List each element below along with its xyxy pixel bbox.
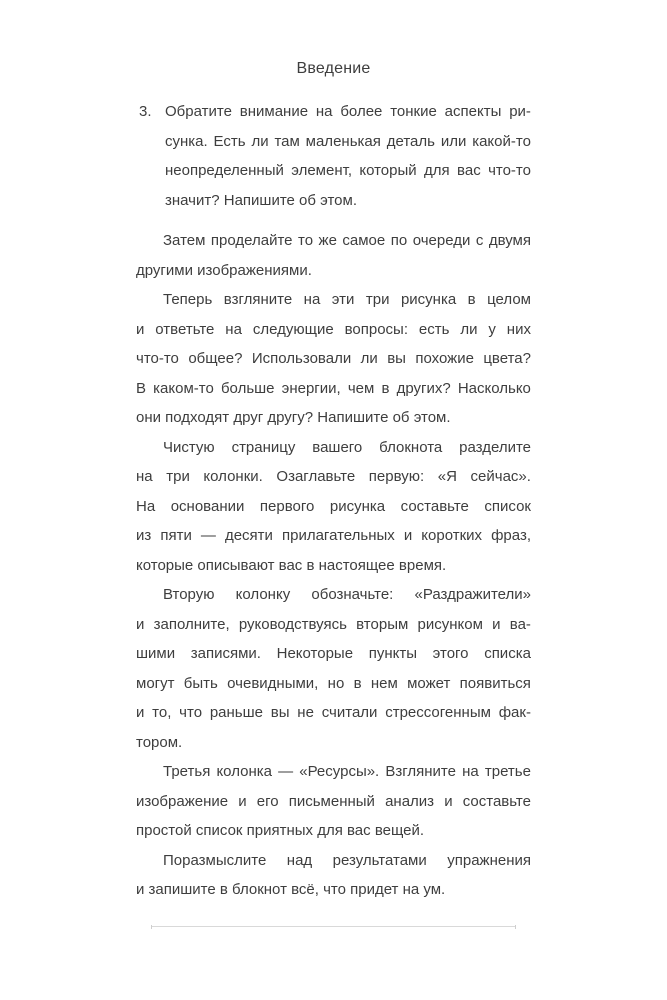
- paragraph: [136, 580, 531, 757]
- text-line: Третья колонка — «Ресурсы». Взгляните на третье: [163, 763, 531, 780]
- text-line: они подходят друг другу? Напишите об этом.: [136, 409, 451, 426]
- text-line: тором.: [136, 733, 183, 751]
- numbered-list-item: [136, 97, 531, 215]
- text-line: что-то общее? Использовали ли вы похожие цвета?: [136, 350, 531, 367]
- paragraph: [136, 226, 531, 285]
- text-line: Чистую страницу вашего блокнота разделите: [163, 438, 531, 456]
- text-line: На основании первого рисунка составьте список: [136, 497, 531, 515]
- text-line: простой список приятных для вас вещей.: [136, 822, 425, 839]
- text-line: могут быть очевидными, но в нем может появиться: [136, 674, 531, 692]
- text-line: из пяти — десяти прилагательных и коротких фраз,: [136, 527, 531, 544]
- paragraph: [136, 757, 531, 846]
- text-line: неопределенный элемент, который для вас что-то: [165, 162, 531, 179]
- text-line: В каком-то больше энергии, чем в других? Насколько: [136, 379, 531, 397]
- text-line: изображение и его письменный анализ и составьте: [136, 792, 531, 810]
- paragraph: [136, 285, 531, 433]
- text-line: Поразмыслите над результатами упражнения: [163, 851, 531, 869]
- text-line: и запишите в блокнот всё, что придет на ум.: [136, 881, 446, 898]
- text-line: и то, что раньше вы не считали стрессогенным фак-: [136, 704, 531, 721]
- text-line: Теперь взгляните на эти три рисунка в целом: [163, 291, 531, 308]
- text-line: которые описывают вас в настоящее время.: [136, 556, 447, 574]
- text-line: сунка. Есть ли там маленькая деталь или какой-то: [165, 132, 531, 150]
- running-head: Введение: [296, 60, 371, 77]
- text-line: шими записями. Некоторые пункты этого списка: [136, 645, 531, 662]
- paragraph: [136, 846, 531, 905]
- text-block: [136, 97, 531, 905]
- text-line: Вторую колонку обозначьте: «Раздражители»: [163, 586, 531, 603]
- text-line: другими изображениями.: [136, 261, 312, 279]
- text-line: на три колонки. Озаглавьте первую: «Я сейчас».: [136, 468, 531, 485]
- text-line: и ответьте на следующие вопросы: есть ли у них: [136, 320, 531, 338]
- text-line: значит? Напишите об этом.: [165, 191, 357, 209]
- text-line: Обратите внимание на более тонкие аспекты ри-: [165, 103, 531, 120]
- text-line: Затем проделайте то же самое по очереди с двумя: [163, 232, 531, 249]
- list-item-number: 3.: [139, 103, 152, 120]
- paragraph: [136, 433, 531, 581]
- page-edge-line: [151, 926, 516, 927]
- text-line: и заполните, руководствуясь вторым рисунком и ва-: [136, 615, 531, 633]
